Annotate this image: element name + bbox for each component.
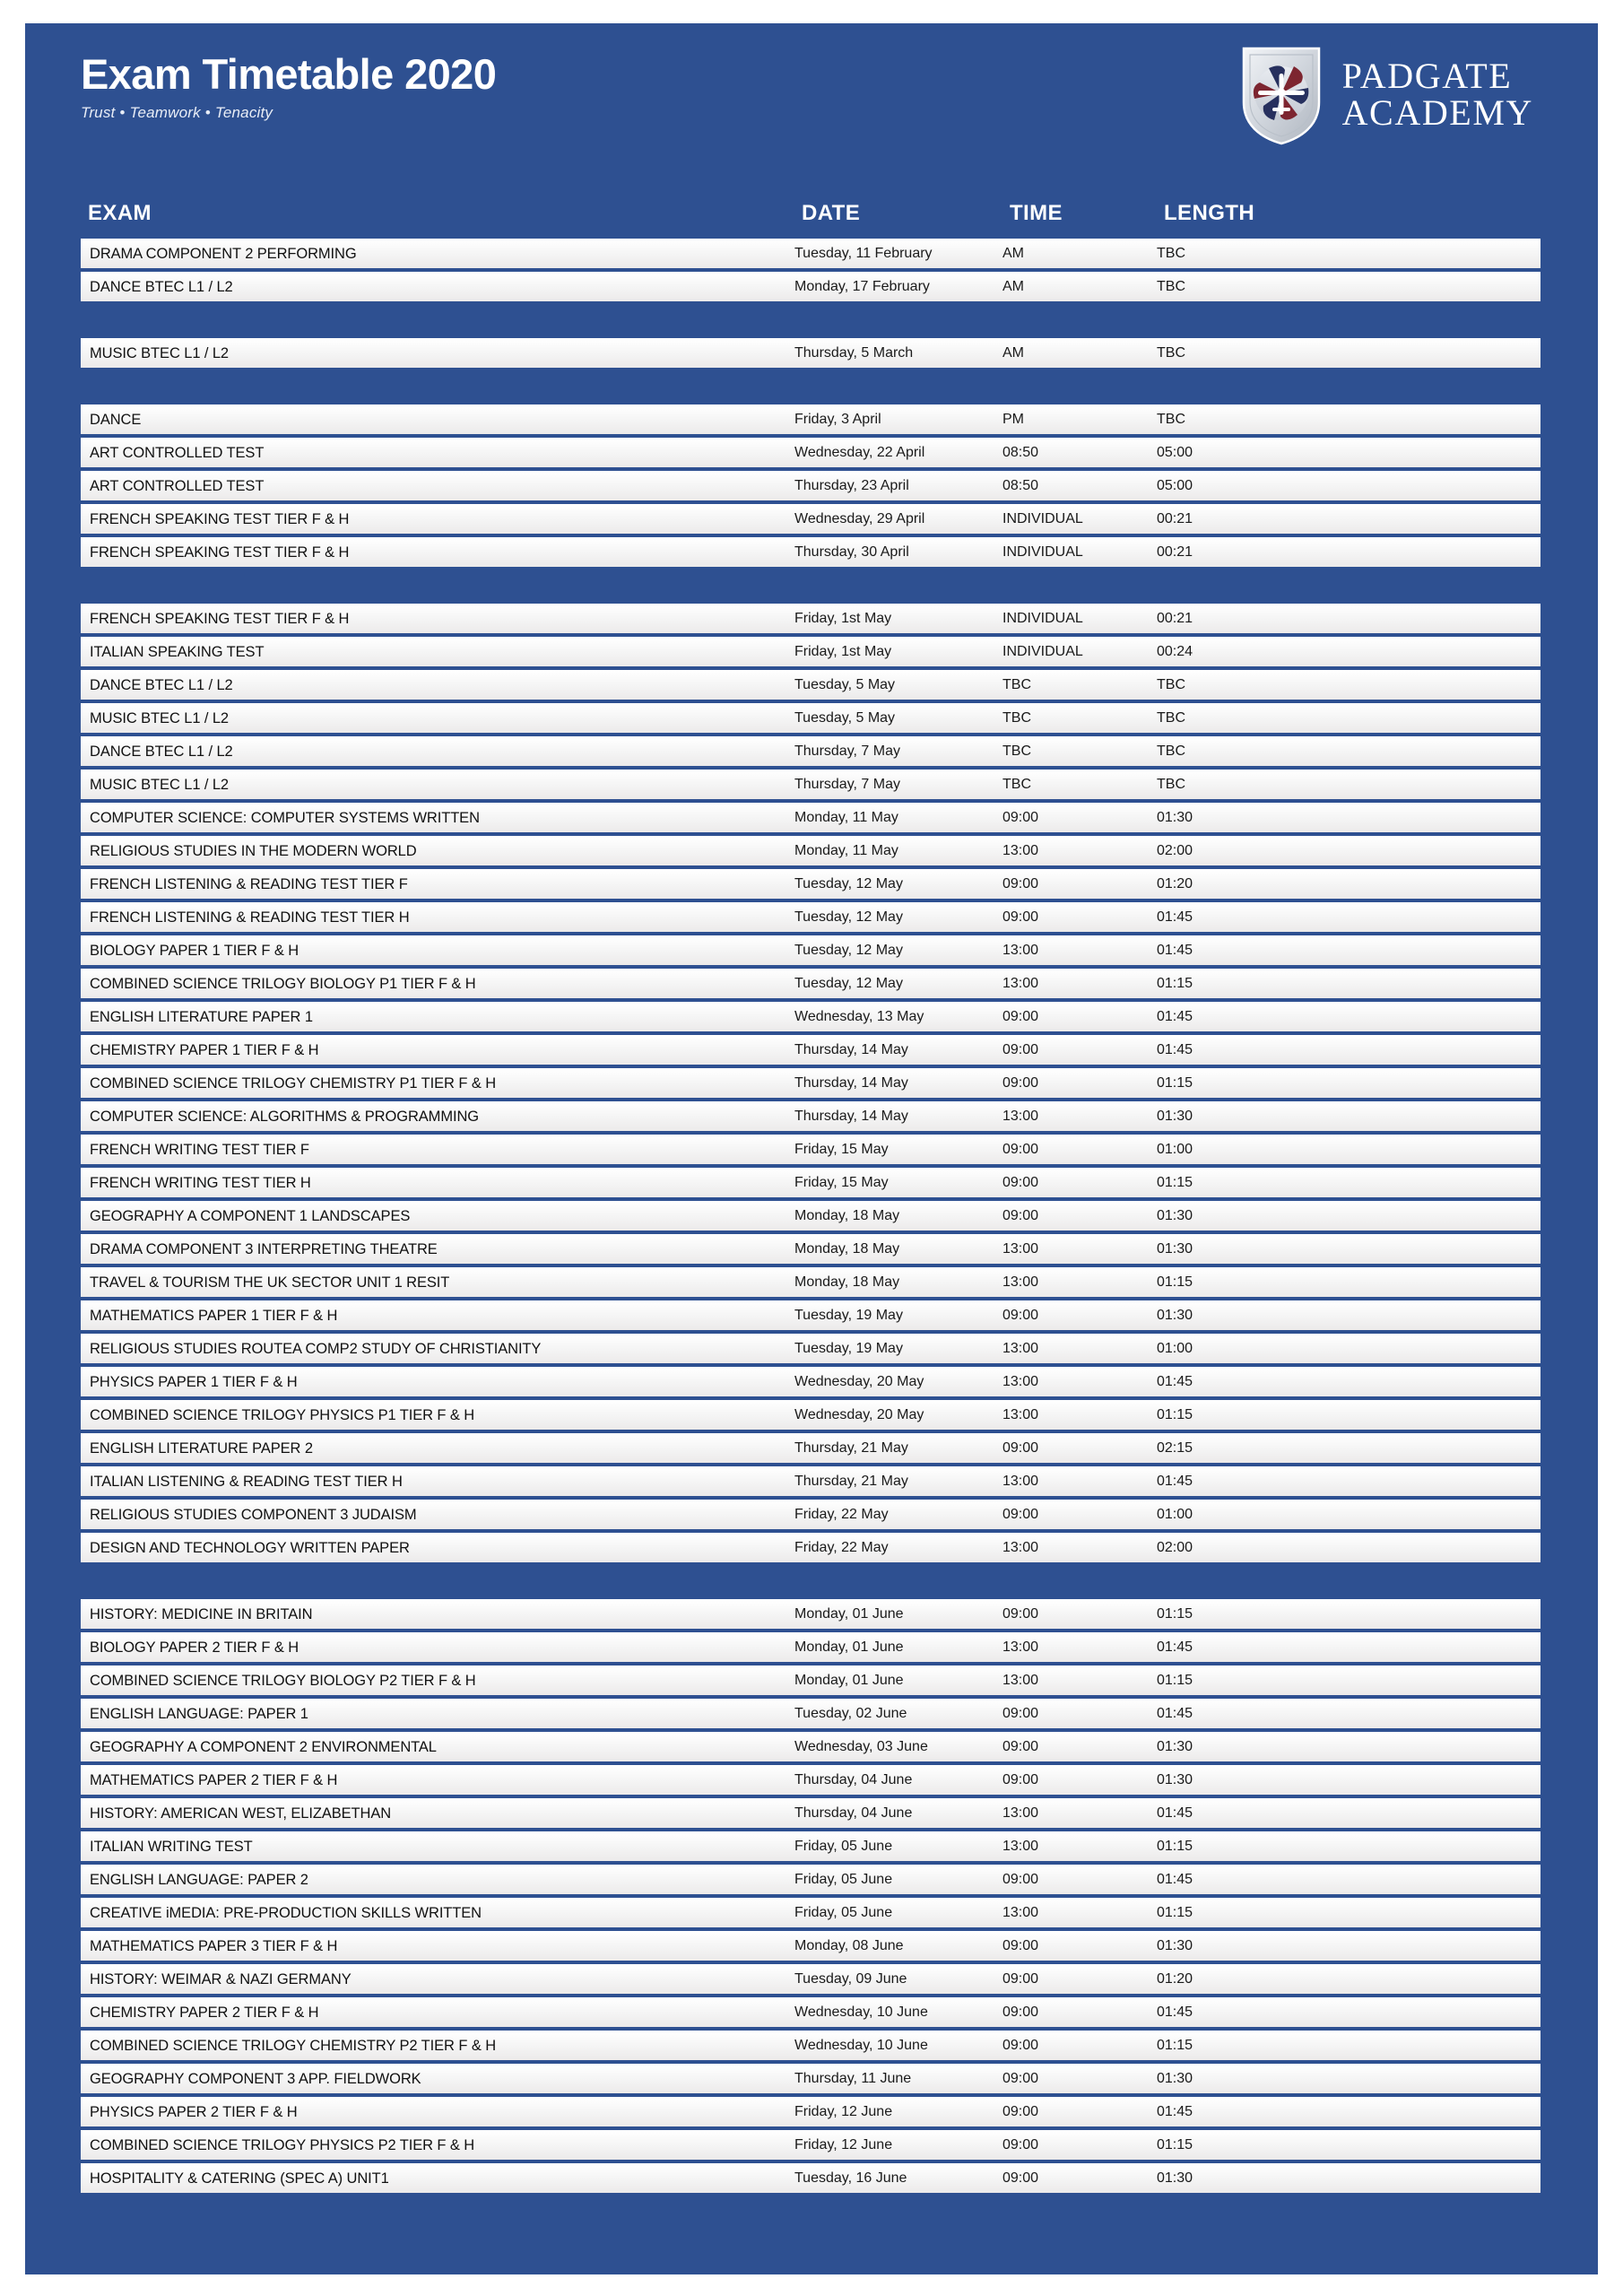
time-cell: 09:00	[1002, 1606, 1039, 1622]
length-cell: 01:45	[1157, 1872, 1193, 1887]
date-cell: Thursday, 04 June	[794, 1805, 913, 1821]
time-cell: 13:00	[1002, 843, 1039, 858]
time-cell: TBC	[1002, 710, 1031, 726]
length-cell: 01:15	[1157, 1175, 1193, 1190]
length-cell: 01:15	[1157, 1274, 1193, 1290]
table-row	[81, 1533, 1541, 1562]
date-cell: Friday, 15 May	[794, 1142, 889, 1157]
table-row	[81, 869, 1541, 899]
length-cell: TBC	[1157, 744, 1185, 759]
date-cell: Wednesday, 10 June	[794, 2038, 928, 2053]
length-cell: 01:15	[1157, 1673, 1193, 1688]
length-cell: 01:30	[1157, 1739, 1193, 1754]
date-cell: Tuesday, 02 June	[794, 1706, 907, 1721]
time-cell: 09:00	[1002, 1308, 1039, 1323]
table-row-spacer	[81, 1566, 1541, 1596]
exam-cell: COMPUTER SCIENCE: COMPUTER SYSTEMS WRITTEN	[90, 809, 480, 826]
length-cell: 01:45	[1157, 1639, 1193, 1655]
exam-cell: PHYSICS PAPER 2 TIER F & H	[90, 2103, 298, 2120]
date-cell: Monday, 11 May	[794, 810, 898, 825]
exam-cell: DRAMA COMPONENT 3 INTERPRETING THEATRE	[90, 1240, 438, 1257]
table-row	[81, 770, 1541, 799]
table-row	[81, 1201, 1541, 1231]
time-cell: 13:00	[1002, 1407, 1039, 1422]
length-cell: TBC	[1157, 246, 1185, 261]
exam-cell: GEOGRAPHY A COMPONENT 2 ENVIRONMENTAL	[90, 1738, 437, 1755]
date-cell: Monday, 17 February	[794, 279, 930, 294]
exam-cell: MUSIC BTEC L1 / L2	[90, 776, 229, 793]
date-cell: Friday, 12 June	[794, 2104, 893, 2119]
length-cell: 05:00	[1157, 445, 1193, 460]
table-row	[81, 736, 1541, 766]
date-cell: Friday, 12 June	[794, 2137, 893, 2152]
exam-cell: ITALIAN LISTENING & READING TEST TIER H	[90, 1473, 403, 1490]
table-row	[81, 1101, 1541, 1131]
length-cell: 01:30	[1157, 810, 1193, 825]
school-logo	[1238, 23, 1541, 147]
exam-cell: COMBINED SCIENCE TRILOGY CHEMISTRY P1 TIER F & H	[90, 1074, 497, 1091]
time-cell: 09:00	[1002, 1706, 1039, 1721]
time-cell: 09:00	[1002, 1175, 1039, 1190]
exam-cell: HOSPITALITY & CATERING (SPEC A) UNIT1	[90, 2170, 389, 2187]
exam-cell: COMBINED SCIENCE TRILOGY BIOLOGY P1 TIER F & H	[90, 975, 476, 992]
exam-cell: COMBINED SCIENCE TRILOGY PHYSICS P2 TIER F & H	[90, 2136, 475, 2153]
table-row	[81, 1500, 1541, 1529]
exam-cell: COMBINED SCIENCE TRILOGY CHEMISTRY P2 TIER F & H	[90, 2037, 497, 2054]
date-cell: Wednesday, 29 April	[794, 511, 925, 526]
document-header	[81, 23, 1541, 167]
time-cell: INDIVIDUAL	[1002, 644, 1083, 659]
table-row	[81, 1068, 1541, 1098]
table-row	[81, 338, 1541, 368]
length-cell: 00:24	[1157, 644, 1193, 659]
date-cell: Tuesday, 11 February	[794, 246, 933, 261]
time-cell: TBC	[1002, 777, 1031, 792]
exam-cell: ART CONTROLLED TEST	[90, 477, 265, 494]
exam-cell: FRENCH LISTENING & READING TEST TIER F	[90, 875, 408, 892]
timetable-panel	[25, 23, 1598, 2274]
time-cell: 09:00	[1002, 1971, 1039, 1987]
date-cell: Tuesday, 12 May	[794, 909, 903, 925]
time-cell: 09:00	[1002, 876, 1039, 891]
date-cell: Thursday, 7 May	[794, 744, 900, 759]
time-cell: 09:00	[1002, 1009, 1039, 1024]
school-name-line1: PADGATE	[1341, 56, 1513, 97]
exam-cell: BIOLOGY PAPER 1 TIER F & H	[90, 942, 299, 959]
page-title: Exam Timetable 2020	[81, 50, 497, 98]
table-row	[81, 1765, 1541, 1795]
length-cell: 01:15	[1157, 1839, 1193, 1854]
table-row	[81, 803, 1541, 832]
length-cell: 01:45	[1157, 909, 1193, 925]
exam-cell: BIOLOGY PAPER 2 TIER F & H	[90, 1639, 299, 1656]
table-row-spacer	[81, 305, 1541, 335]
time-cell: INDIVIDUAL	[1002, 544, 1083, 560]
exam-cell: CREATIVE iMEDIA: PRE-PRODUCTION SKILLS WRITTEN	[90, 1904, 482, 1921]
exam-cell: COMPUTER SCIENCE: ALGORITHMS & PROGRAMMING	[90, 1108, 480, 1125]
exam-cell: ENGLISH LANGUAGE: PAPER 1	[90, 1705, 308, 1722]
exam-cell: TRAVEL & TOURISM THE UK SECTOR UNIT 1 RESIT	[90, 1274, 450, 1291]
length-cell: 01:30	[1157, 1241, 1193, 1257]
exam-cell: FRENCH SPEAKING TEST TIER F & H	[90, 610, 350, 627]
time-cell: 13:00	[1002, 1839, 1039, 1854]
time-cell: 13:00	[1002, 1374, 1039, 1389]
exam-cell: PHYSICS PAPER 1 TIER F & H	[90, 1373, 298, 1390]
exam-cell: CHEMISTRY PAPER 1 TIER F & H	[90, 1041, 319, 1058]
table-row	[81, 2097, 1541, 2126]
length-cell: 01:00	[1157, 1507, 1193, 1522]
table-row	[81, 1798, 1541, 1828]
time-cell: 09:00	[1002, 1042, 1039, 1057]
table-row	[81, 2163, 1541, 2193]
table-row	[81, 2130, 1541, 2160]
exam-cell: FRENCH WRITING TEST TIER F	[90, 1141, 309, 1158]
exam-cell: DANCE BTEC L1 / L2	[90, 743, 233, 760]
table-row	[81, 2031, 1541, 2060]
length-cell: 01:30	[1157, 2071, 1193, 2086]
table-row	[81, 670, 1541, 700]
length-cell: 01:15	[1157, 976, 1193, 991]
length-cell: 01:15	[1157, 1407, 1193, 1422]
date-cell: Tuesday, 12 May	[794, 876, 903, 891]
date-cell: Thursday, 04 June	[794, 1772, 913, 1787]
length-cell: 01:45	[1157, 1706, 1193, 1721]
length-cell: 02:15	[1157, 1440, 1193, 1456]
time-cell: 09:00	[1002, 2071, 1039, 2086]
date-cell: Thursday, 21 May	[794, 1440, 908, 1456]
exam-cell: ENGLISH LITERATURE PAPER 2	[90, 1439, 313, 1457]
length-cell: 00:21	[1157, 611, 1193, 626]
length-cell: 05:00	[1157, 478, 1193, 493]
school-strapline: Trust • Teamwork • Tenacity	[81, 104, 273, 122]
date-cell: Wednesday, 13 May	[794, 1009, 924, 1024]
length-cell: 02:00	[1157, 843, 1193, 858]
time-cell: 09:00	[1002, 1075, 1039, 1091]
date-cell: Monday, 18 May	[794, 1274, 900, 1290]
length-cell: 01:20	[1157, 876, 1193, 891]
date-cell: Monday, 11 May	[794, 843, 898, 858]
table-column-headers	[81, 174, 1541, 226]
table-row	[81, 272, 1541, 301]
time-cell: 09:00	[1002, 2137, 1039, 2152]
length-cell: 01:30	[1157, 1208, 1193, 1223]
time-cell: TBC	[1002, 744, 1031, 759]
time-cell: AM	[1002, 345, 1024, 361]
length-cell: 01:30	[1157, 2170, 1193, 2186]
exam-cell: MATHEMATICS PAPER 1 TIER F & H	[90, 1307, 338, 1324]
time-cell: 09:00	[1002, 2170, 1039, 2186]
length-cell: 01:30	[1157, 1938, 1193, 1953]
length-cell: 00:21	[1157, 511, 1193, 526]
date-cell: Friday, 3 April	[794, 412, 881, 427]
date-cell: Friday, 05 June	[794, 1872, 893, 1887]
exam-cell: RELIGIOUS STUDIES ROUTEA COMP2 STUDY OF CHRISTIANITY	[90, 1340, 542, 1357]
date-cell: Friday, 05 June	[794, 1839, 893, 1854]
table-row	[81, 1931, 1541, 1961]
exam-cell: ENGLISH LANGUAGE: PAPER 2	[90, 1871, 308, 1888]
exam-cell: DRAMA COMPONENT 2 PERFORMING	[90, 245, 357, 262]
date-cell: Thursday, 14 May	[794, 1075, 908, 1091]
date-cell: Wednesday, 20 May	[794, 1407, 924, 1422]
time-cell: 13:00	[1002, 1241, 1039, 1257]
length-cell: 01:15	[1157, 1075, 1193, 1091]
exam-cell: DANCE BTEC L1 / L2	[90, 676, 233, 693]
table-row	[81, 537, 1541, 567]
time-cell: 13:00	[1002, 1540, 1039, 1555]
exam-cell: FRENCH SPEAKING TEST TIER F & H	[90, 544, 350, 561]
length-cell: TBC	[1157, 677, 1185, 692]
table-row	[81, 1002, 1541, 1031]
table-row	[81, 504, 1541, 534]
length-cell: 01:00	[1157, 1341, 1193, 1356]
exam-cell: DANCE BTEC L1 / L2	[90, 278, 233, 295]
length-cell: 01:15	[1157, 1905, 1193, 1920]
exam-cell: ART CONTROLLED TEST	[90, 444, 265, 461]
exam-cell: CHEMISTRY PAPER 2 TIER F & H	[90, 2004, 319, 2021]
table-row	[81, 637, 1541, 666]
time-cell: 09:00	[1002, 1872, 1039, 1887]
time-cell: AM	[1002, 246, 1024, 261]
exam-cell: FRENCH WRITING TEST TIER H	[90, 1174, 311, 1191]
time-cell: 08:50	[1002, 445, 1039, 460]
exam-cell: ENGLISH LITERATURE PAPER 1	[90, 1008, 313, 1025]
exam-cell: FRENCH LISTENING & READING TEST TIER H	[90, 909, 410, 926]
date-cell: Thursday, 5 March	[794, 345, 914, 361]
time-cell: 09:00	[1002, 909, 1039, 925]
length-cell: 01:45	[1157, 1374, 1193, 1389]
date-cell: Tuesday, 16 June	[794, 2170, 907, 2186]
length-cell: TBC	[1157, 710, 1185, 726]
table-row	[81, 1234, 1541, 1264]
table-row	[81, 836, 1541, 865]
table-row-spacer	[81, 371, 1541, 401]
date-cell: Tuesday, 09 June	[794, 1971, 907, 1987]
time-cell: 13:00	[1002, 1639, 1039, 1655]
date-cell: Wednesday, 20 May	[794, 1374, 924, 1389]
school-name-line2: ACADEMY	[1341, 92, 1533, 133]
time-cell: 09:00	[1002, 810, 1039, 825]
time-cell: 08:50	[1002, 478, 1039, 493]
table-row	[81, 1964, 1541, 1994]
date-cell: Wednesday, 22 April	[794, 445, 925, 460]
table-row	[81, 1599, 1541, 1629]
length-cell: 01:15	[1157, 2137, 1193, 2152]
date-cell: Friday, 15 May	[794, 1175, 889, 1190]
length-cell: 02:00	[1157, 1540, 1193, 1555]
exam-cell: ITALIAN SPEAKING TEST	[90, 643, 265, 660]
table-row	[81, 604, 1541, 633]
table-row-spacer	[81, 570, 1541, 600]
date-cell: Tuesday, 12 May	[794, 943, 903, 958]
table-row	[81, 1466, 1541, 1496]
table-row	[81, 1267, 1541, 1297]
exam-cell: HISTORY: AMERICAN WEST, ELIZABETHAN	[90, 1805, 392, 1822]
exam-cell: ITALIAN WRITING TEST	[90, 1838, 253, 1855]
length-cell: 01:45	[1157, 943, 1193, 958]
date-cell: Monday, 18 May	[794, 1208, 900, 1223]
date-cell: Wednesday, 10 June	[794, 2005, 928, 2020]
length-cell: 01:45	[1157, 1009, 1193, 1024]
date-cell: Thursday, 30 April	[794, 544, 909, 560]
time-cell: 09:00	[1002, 1739, 1039, 1754]
date-cell: Thursday, 14 May	[794, 1109, 908, 1124]
date-cell: Wednesday, 03 June	[794, 1739, 928, 1754]
table-row	[81, 1035, 1541, 1065]
table-row	[81, 1433, 1541, 1463]
table-row	[81, 1997, 1541, 2027]
time-cell: TBC	[1002, 677, 1031, 692]
table-row	[81, 703, 1541, 733]
table-row	[81, 239, 1541, 268]
length-cell: TBC	[1157, 412, 1185, 427]
table-row	[81, 404, 1541, 434]
table-row	[81, 1367, 1541, 1396]
table-row	[81, 2064, 1541, 2093]
table-row	[81, 1334, 1541, 1363]
date-cell: Tuesday, 12 May	[794, 976, 903, 991]
date-cell: Tuesday, 19 May	[794, 1341, 903, 1356]
exam-cell: MUSIC BTEC L1 / L2	[90, 344, 229, 361]
date-cell: Friday, 22 May	[794, 1540, 889, 1555]
padgate-academy-crest-icon	[1238, 43, 1324, 147]
length-cell: 01:00	[1157, 1142, 1193, 1157]
date-cell: Thursday, 11 June	[794, 2071, 912, 2086]
exam-cell: COMBINED SCIENCE TRILOGY BIOLOGY P2 TIER F & H	[90, 1672, 476, 1689]
time-cell: INDIVIDUAL	[1002, 611, 1083, 626]
length-cell: 00:21	[1157, 544, 1193, 560]
date-cell: Tuesday, 19 May	[794, 1308, 903, 1323]
date-cell: Tuesday, 5 May	[794, 710, 896, 726]
time-cell: 13:00	[1002, 1673, 1039, 1688]
time-cell: PM	[1002, 412, 1024, 427]
column-header-length: LENGTH	[1164, 201, 1255, 225]
date-cell: Friday, 22 May	[794, 1507, 889, 1522]
school-name	[1342, 58, 1533, 132]
table-row	[81, 1400, 1541, 1430]
time-cell: 09:00	[1002, 2005, 1039, 2020]
exam-cell: COMBINED SCIENCE TRILOGY PHYSICS P1 TIER F & H	[90, 1406, 475, 1423]
length-cell: 01:45	[1157, 1042, 1193, 1057]
time-cell: 13:00	[1002, 1109, 1039, 1124]
exam-cell: FRENCH SPEAKING TEST TIER F & H	[90, 510, 350, 527]
date-cell: Thursday, 21 May	[794, 1474, 908, 1489]
table-row	[81, 902, 1541, 932]
time-cell: 09:00	[1002, 2038, 1039, 2053]
time-cell: 13:00	[1002, 1474, 1039, 1489]
exam-cell: HISTORY: MEDICINE IN BRITAIN	[90, 1605, 313, 1622]
length-cell: 01:15	[1157, 2038, 1193, 2053]
length-cell: TBC	[1157, 345, 1185, 361]
table-row	[81, 1898, 1541, 1927]
table-row	[81, 1665, 1541, 1695]
date-cell: Friday, 1st May	[794, 644, 892, 659]
exam-table	[81, 239, 1541, 2193]
date-cell: Monday, 01 June	[794, 1673, 904, 1688]
length-cell: 01:45	[1157, 1805, 1193, 1821]
date-cell: Friday, 1st May	[794, 611, 892, 626]
exam-cell: GEOGRAPHY COMPONENT 3 APP. FIELDWORK	[90, 2070, 421, 2087]
table-row	[81, 1135, 1541, 1164]
date-cell: Monday, 01 June	[794, 1639, 904, 1655]
table-row	[81, 1300, 1541, 1330]
length-cell: TBC	[1157, 777, 1185, 792]
time-cell: 13:00	[1002, 976, 1039, 991]
time-cell: 09:00	[1002, 1440, 1039, 1456]
length-cell: 01:15	[1157, 1606, 1193, 1622]
table-row	[81, 1831, 1541, 1861]
date-cell: Friday, 05 June	[794, 1905, 893, 1920]
table-row	[81, 969, 1541, 998]
time-cell: 09:00	[1002, 1208, 1039, 1223]
date-cell: Monday, 18 May	[794, 1241, 900, 1257]
exam-cell: GEOGRAPHY A COMPONENT 1 LANDSCAPES	[90, 1207, 411, 1224]
exam-cell: MATHEMATICS PAPER 2 TIER F & H	[90, 1771, 338, 1788]
time-cell: 13:00	[1002, 1805, 1039, 1821]
exam-cell: DANCE	[90, 411, 142, 428]
exam-cell: HISTORY: WEIMAR & NAZI GERMANY	[90, 1970, 352, 1987]
length-cell: 01:20	[1157, 1971, 1193, 1987]
table-row	[81, 1168, 1541, 1197]
time-cell: 13:00	[1002, 943, 1039, 958]
time-cell: AM	[1002, 279, 1024, 294]
date-cell: Monday, 01 June	[794, 1606, 904, 1622]
length-cell: 01:30	[1157, 1308, 1193, 1323]
length-cell: 01:45	[1157, 2005, 1193, 2020]
date-cell: Thursday, 14 May	[794, 1042, 908, 1057]
date-cell: Thursday, 23 April	[794, 478, 909, 493]
table-row	[81, 471, 1541, 500]
column-header-exam: EXAM	[88, 201, 152, 225]
time-cell: 09:00	[1002, 1772, 1039, 1787]
exam-cell: DESIGN AND TECHNOLOGY WRITTEN PAPER	[90, 1539, 410, 1556]
table-row	[81, 1732, 1541, 1761]
date-cell: Monday, 08 June	[794, 1938, 904, 1953]
time-cell: 09:00	[1002, 2104, 1039, 2119]
table-row	[81, 438, 1541, 467]
time-cell: 13:00	[1002, 1341, 1039, 1356]
time-cell: INDIVIDUAL	[1002, 511, 1083, 526]
length-cell: 01:30	[1157, 1772, 1193, 1787]
table-row	[81, 1865, 1541, 1894]
table-row	[81, 1699, 1541, 1728]
column-header-date: DATE	[802, 201, 861, 225]
table-row	[81, 1632, 1541, 1662]
length-cell: 01:45	[1157, 2104, 1193, 2119]
time-cell: 09:00	[1002, 1507, 1039, 1522]
column-header-time: TIME	[1010, 201, 1063, 225]
length-cell: 01:30	[1157, 1109, 1193, 1124]
time-cell: 09:00	[1002, 1938, 1039, 1953]
table-row	[81, 935, 1541, 965]
exam-cell: RELIGIOUS STUDIES COMPONENT 3 JUDAISM	[90, 1506, 417, 1523]
exam-cell: RELIGIOUS STUDIES IN THE MODERN WORLD	[90, 842, 417, 859]
length-cell: TBC	[1157, 279, 1185, 294]
exam-cell: MATHEMATICS PAPER 3 TIER F & H	[90, 1937, 338, 1954]
time-cell: 13:00	[1002, 1905, 1039, 1920]
title-block	[81, 23, 496, 122]
length-cell: 01:45	[1157, 1474, 1193, 1489]
date-cell: Tuesday, 5 May	[794, 677, 896, 692]
exam-cell: MUSIC BTEC L1 / L2	[90, 709, 229, 726]
time-cell: 09:00	[1002, 1142, 1039, 1157]
time-cell: 13:00	[1002, 1274, 1039, 1290]
date-cell: Thursday, 7 May	[794, 777, 900, 792]
